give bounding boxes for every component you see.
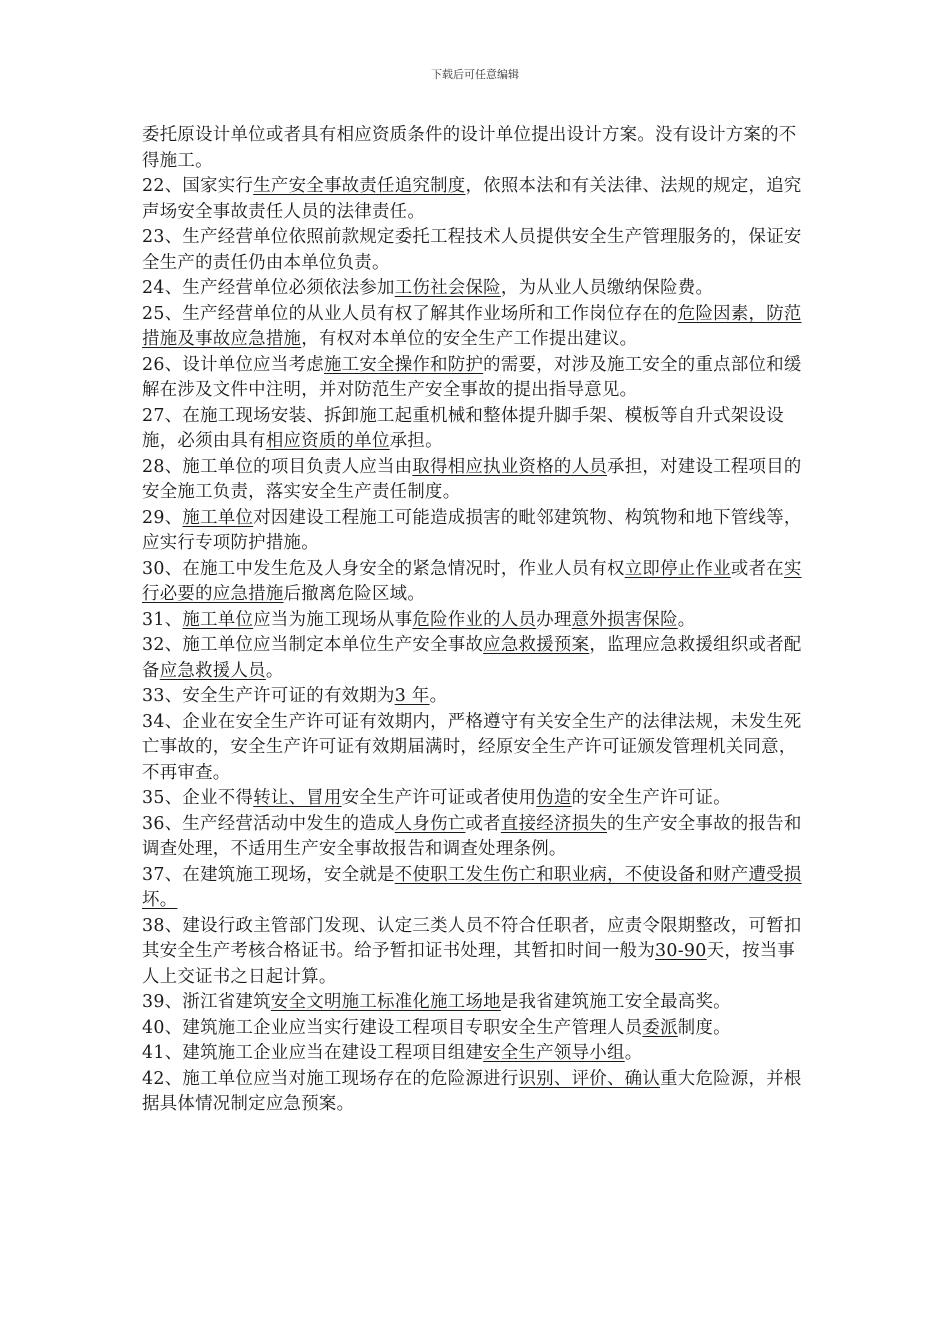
paragraph xyxy=(142,225,808,276)
paragraph-text: 或者在 xyxy=(730,558,784,579)
paragraph xyxy=(142,1067,808,1118)
underlined-answer: 相应资质的单位 xyxy=(265,431,390,451)
paragraph-text: 的需要，对涉及施工安全的重点部位和缓解在涉及文件中注明，并对防范生产安全事故的提出指导意见。 xyxy=(142,354,802,400)
paragraph-text: 23、生产经营单位依照前款规定委托工程技术人员提供安全生产管理服务的，保证安全生产的责任仍由本单位负责。 xyxy=(142,227,802,273)
paragraph xyxy=(142,710,808,787)
underlined-answer: 伪造 xyxy=(536,788,572,808)
underlined-answer: 实行必要的应急措施 xyxy=(142,558,802,604)
paragraph-text: 承担。 xyxy=(389,431,443,451)
paragraph xyxy=(142,812,808,863)
paragraph xyxy=(142,455,808,506)
paragraph-text: 32、施工单位应当制定本单位生产安全事故 xyxy=(142,635,484,655)
paragraph-text: 。 xyxy=(624,1043,643,1063)
paragraph-text: 。 xyxy=(429,686,448,706)
paragraph-text: 36、生产经营活动中发生的造成 xyxy=(142,813,395,834)
paragraph-text: 35、企业不得 xyxy=(142,788,254,808)
paragraph-text: 40、建筑施工企业应当实行建设工程项目专职安全生产管理人员 xyxy=(142,1017,643,1038)
paragraph-text: 制度。 xyxy=(677,1017,731,1038)
paragraph xyxy=(142,863,808,914)
paragraph-text: 26、设计单位应当考虑 xyxy=(142,354,324,375)
underlined-answer: 人身伤亡 xyxy=(394,813,466,834)
paragraph-text: 39、浙江省建筑 xyxy=(142,992,271,1012)
paragraph-text: 或者 xyxy=(465,813,501,834)
paragraph-text: 33、安全生产许可证的有效期为 xyxy=(142,686,395,706)
paragraph xyxy=(142,506,808,557)
underlined-answer: 应急救援预案 xyxy=(483,635,590,655)
paragraph-text: 38、建设行政主管部门发现、认定三类人员不符合任职者，应责令限期整改，可暂扣其安全生产考核合格证书。给予暂扣证书处理，其暂扣时间一般为 xyxy=(142,915,802,961)
underlined-answer: 委派 xyxy=(642,1017,678,1038)
paragraph-text: 27、在施工现场安装、拆卸施工起重机械和整体提升脚手架、模板等自升式架设设施，必须由具有 xyxy=(142,405,784,451)
paragraph xyxy=(142,302,808,353)
underlined-answer: 危险因素，防范措施及事故应急措施 xyxy=(142,303,802,349)
paragraph xyxy=(142,404,808,455)
paragraph-text: 应当为施工现场从事 xyxy=(253,609,413,630)
paragraph-text: 34、企业在安全生产许可证有效期内，严格遵守有关安全生产的法律法规，未发生死亡事故的，安全生产许可证有效期届满时，经原安全生产许可证颁发管理机关同意，不再审查。 xyxy=(142,711,802,783)
underlined-answer: 直接经济损失 xyxy=(500,813,608,834)
paragraph-text: 的安全生产许可证。 xyxy=(571,788,731,808)
underlined-answer: 工伤社会保险 xyxy=(394,278,501,298)
underlined-answer: 施工单位 xyxy=(182,609,254,630)
paragraph xyxy=(142,123,808,174)
paragraph-text: ，监理应急救援组织或者配备 xyxy=(142,635,802,681)
paragraph-text: ，依照本法和有关法律、法规的规定，追究声场安全事故责任人员的法律责任。 xyxy=(142,176,802,222)
paragraph-text: 42、施工单位应当对施工现场存在的危险源进行 xyxy=(142,1068,519,1089)
underlined-answer: 施工安全操作和防护 xyxy=(323,354,484,375)
paragraph-text: 是我省建筑施工安全最高奖。 xyxy=(500,992,731,1012)
underlined-answer: 安全文明施工标准化施工场地 xyxy=(270,992,501,1012)
paragraph-text: 办理 xyxy=(536,609,572,630)
paragraph-text: 28、施工单位的项目负责人应当由 xyxy=(142,456,413,477)
paragraph xyxy=(142,1041,808,1067)
paragraph-text: 37、在建筑施工现场，安全就是 xyxy=(142,864,395,885)
page-header: 下载后可任意编辑 xyxy=(431,68,519,81)
paragraph-text: 24、生产经营单位必须依法参加 xyxy=(142,278,395,298)
paragraph-text: 委托原设计单位或者具有相应资质条件的设计单位提出设计方案。没有设计方案的不得施工。 xyxy=(142,125,797,171)
underlined-answer: 生产安全事故责任追究制度 xyxy=(253,176,466,196)
paragraph-text: 天，按当事人上交证书之日起计算。 xyxy=(142,941,796,987)
underlined-answer: 3 年 xyxy=(394,686,430,706)
paragraph-text: 30、在施工中发生危及人身安全的紧急情况时，作业人员有权 xyxy=(142,558,625,579)
paragraph xyxy=(142,633,808,684)
paragraph-text: ，为从业人员缴纳保险费。 xyxy=(500,278,714,298)
paragraph-text: 29、 xyxy=(142,507,183,528)
paragraph-text: 41、建筑施工企业应当在建设工程项目组建 xyxy=(142,1043,484,1063)
paragraph-text: 25、生产经营单位的从业人员有权了解其作业场所和工作岗位存在的 xyxy=(142,303,678,324)
paragraph xyxy=(142,786,808,812)
paragraph xyxy=(142,608,808,634)
paragraph xyxy=(142,353,808,404)
underlined-answer: 安全生产领导小组 xyxy=(483,1043,625,1063)
underlined-answer: 危险作业的人员 xyxy=(412,609,537,630)
underlined-answer: 应急救援人员 xyxy=(159,660,266,681)
paragraph xyxy=(142,557,808,608)
paragraph xyxy=(142,174,808,225)
paragraph-text: 承担，对建设工程项目的安全施工负责，落实安全生产责任制度。 xyxy=(142,456,802,502)
underlined-answer: 立即停止作业 xyxy=(624,558,731,579)
underlined-answer: 意外损害保险 xyxy=(571,609,678,630)
paragraph-text: 的生产安全事故的报告和调查处理，不适用生产安全事故报告和调查处理条例。 xyxy=(142,813,802,859)
paragraph-text: 对因建设工程施工可能造成损害的毗邻建筑物、构筑物和地下管线等，应实行专项防护措施。 xyxy=(142,507,802,553)
underlined-answer: 识别、评价、确认 xyxy=(518,1068,661,1089)
paragraph-text: 。 xyxy=(265,660,284,681)
underlined-answer: 30-90 xyxy=(655,941,707,961)
paragraph xyxy=(142,684,808,710)
paragraph-text: 后撤离危险区域。 xyxy=(283,584,426,604)
paragraph xyxy=(142,1016,808,1042)
underlined-answer: 转让、冒用 xyxy=(253,788,342,808)
paragraph-text: 安全生产许可证或者使用 xyxy=(341,788,537,808)
paragraph xyxy=(142,276,808,302)
paragraph-text: ，有权对本单位的安全生产工作提出建议。 xyxy=(301,329,638,349)
underlined-answer: 取得相应执业资格的人员 xyxy=(412,456,608,477)
paragraph-text: 31、 xyxy=(142,609,183,630)
paragraph xyxy=(142,914,808,991)
underlined-answer: 施工单位 xyxy=(182,507,254,528)
paragraph xyxy=(142,990,808,1016)
paragraph-text: 。 xyxy=(677,609,696,630)
document-body xyxy=(142,123,808,1118)
underlined-answer: 不使职工发生伤亡和职业病，不使设备和财产遭受损坏。 xyxy=(142,864,802,910)
paragraph-text: 重大危险源，并根据具体情况制定应急预案。 xyxy=(142,1068,802,1114)
paragraph-text: 22、国家实行 xyxy=(142,176,254,196)
